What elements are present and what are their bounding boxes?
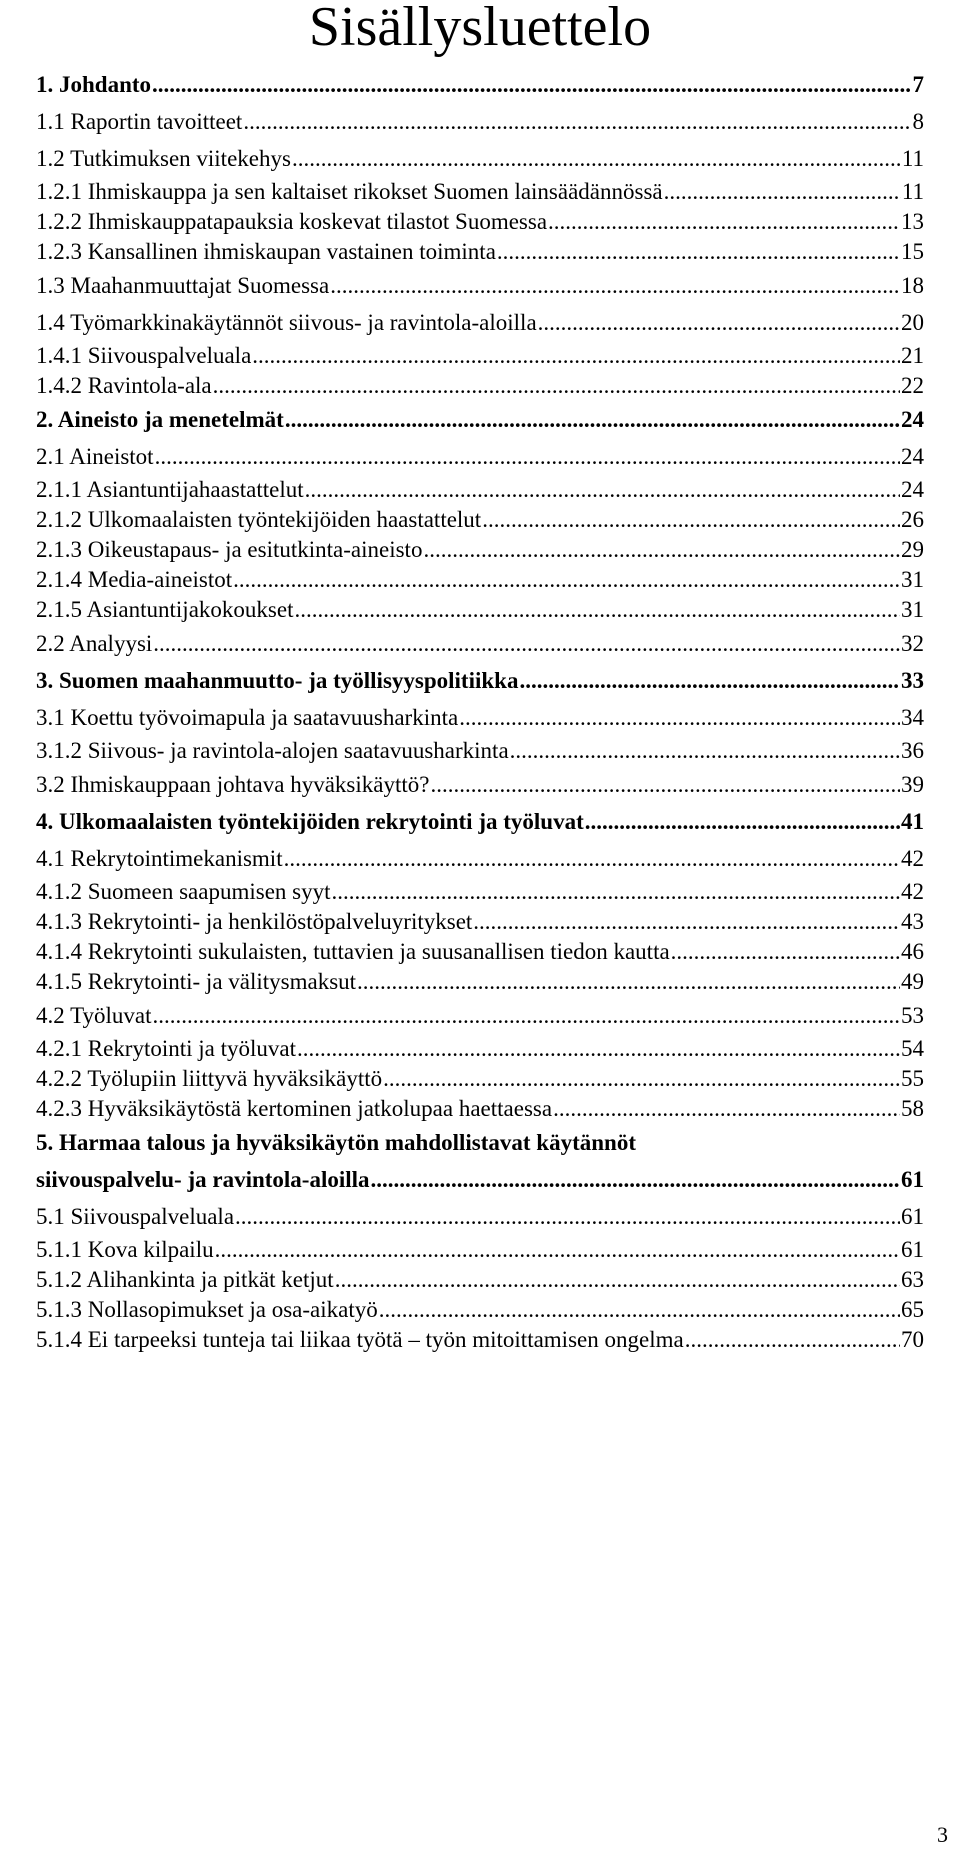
dot-leader bbox=[297, 1034, 900, 1064]
dot-leader bbox=[671, 937, 900, 967]
toc-entry[interactable] bbox=[36, 699, 924, 736]
toc-entry-page: 31 bbox=[901, 567, 924, 592]
toc-entry[interactable] bbox=[36, 1265, 924, 1295]
toc-entry-title: 2.2 Analyysi bbox=[36, 631, 153, 656]
toc-entry-title: 4.2.1 Rekrytointi ja työluvat bbox=[36, 1036, 296, 1061]
dot-leader bbox=[213, 371, 900, 401]
toc-entry-title: 4.2.3 Hyväksikäytöstä kertominen jatkolupaa haettaessa bbox=[36, 1096, 553, 1121]
toc-entry-page: 32 bbox=[901, 631, 924, 656]
toc-entry[interactable] bbox=[36, 140, 924, 177]
table-of-contents bbox=[36, 66, 924, 1355]
toc-entry[interactable] bbox=[36, 438, 924, 475]
toc-entry-title: 1.3 Maahanmuuttajat Suomessa bbox=[36, 273, 330, 298]
toc-entry[interactable] bbox=[36, 877, 924, 907]
toc-entry-page: 70 bbox=[901, 1327, 924, 1352]
toc-entry-page: 39 bbox=[901, 772, 924, 797]
dot-leader bbox=[371, 1161, 900, 1198]
toc-entry[interactable] bbox=[36, 595, 924, 625]
toc-entry[interactable] bbox=[36, 997, 924, 1034]
dot-leader bbox=[285, 401, 900, 438]
dot-leader bbox=[153, 625, 900, 662]
toc-entry-title: 3. Suomen maahanmuutto- ja työllisyyspolitiikka bbox=[36, 668, 519, 693]
toc-entry-page: 63 bbox=[901, 1267, 924, 1292]
toc-entry[interactable] bbox=[36, 371, 924, 401]
toc-entry-title: 2.1.4 Media-aineistot bbox=[36, 567, 233, 592]
toc-entry-title: 2.1.2 Ulkomaalaisten työntekijöiden haastattelut bbox=[36, 507, 482, 532]
dot-leader bbox=[153, 997, 900, 1034]
toc-entry-title: 1.1 Raportin tavoitteet bbox=[36, 109, 243, 134]
toc-entry-title: 1.2.2 Ihmiskauppatapauksia koskevat tilastot Suomessa bbox=[36, 209, 548, 234]
toc-entry-page: 22 bbox=[901, 373, 924, 398]
toc-entry-title: 5.1.3 Nollasopimukset ja osa-aikatyö bbox=[36, 1297, 378, 1322]
dot-leader bbox=[152, 66, 911, 103]
dot-leader bbox=[332, 877, 901, 907]
dot-leader bbox=[335, 1265, 900, 1295]
dot-leader bbox=[423, 535, 900, 565]
toc-entry[interactable] bbox=[36, 1295, 924, 1325]
toc-entry[interactable] bbox=[36, 662, 924, 699]
toc-entry[interactable] bbox=[36, 625, 924, 662]
dot-leader bbox=[292, 140, 901, 177]
toc-entry-title: 3.2 Ihmiskauppaan johtava hyväksikäyttö? bbox=[36, 772, 430, 797]
dot-leader bbox=[305, 475, 900, 505]
dot-leader bbox=[664, 177, 901, 207]
dot-leader bbox=[215, 1235, 900, 1265]
dot-leader bbox=[155, 438, 900, 475]
toc-entry-page: 8 bbox=[912, 109, 924, 134]
toc-entry[interactable] bbox=[36, 766, 924, 803]
toc-entry-page: 42 bbox=[901, 846, 924, 871]
toc-entry[interactable] bbox=[36, 341, 924, 371]
dot-leader bbox=[497, 237, 900, 267]
toc-entry[interactable] bbox=[36, 505, 924, 535]
toc-entry[interactable] bbox=[36, 1198, 924, 1235]
toc-entry[interactable] bbox=[36, 103, 924, 140]
toc-entry-title: 1.2.1 Ihmiskauppa ja sen kaltaiset rikokset Suomen lainsäädännössä bbox=[36, 179, 663, 204]
toc-entry[interactable] bbox=[36, 1325, 924, 1355]
toc-entry-page: 34 bbox=[901, 705, 924, 730]
dot-leader bbox=[284, 840, 900, 877]
toc-entry-page: 36 bbox=[901, 738, 924, 763]
toc-entry-title: 1.4.1 Siivouspalveluala bbox=[36, 343, 252, 368]
dot-leader bbox=[430, 766, 900, 803]
toc-entry-page: 41 bbox=[901, 809, 924, 834]
dot-leader bbox=[473, 907, 900, 937]
toc-entry-title-cont: siivouspalvelu- ja ravintola-aloilla bbox=[36, 1167, 370, 1192]
dot-leader bbox=[233, 565, 900, 595]
toc-entry[interactable] bbox=[36, 177, 924, 207]
toc-entry-page: 55 bbox=[901, 1066, 924, 1091]
toc-entry-page: 61 bbox=[901, 1204, 924, 1229]
toc-entry[interactable] bbox=[36, 803, 924, 840]
toc-entry[interactable] bbox=[36, 967, 924, 997]
toc-entry-title: 1.2 Tutkimuksen viitekehys bbox=[36, 146, 291, 171]
dot-leader bbox=[243, 103, 911, 140]
toc-entry-line2 bbox=[36, 1161, 924, 1198]
toc-entry[interactable] bbox=[36, 907, 924, 937]
toc-entry-title: 4.1.3 Rekrytointi- ja henkilöstöpalveluyritykset bbox=[36, 909, 473, 934]
toc-entry[interactable] bbox=[36, 401, 924, 438]
toc-entry-page: 42 bbox=[901, 879, 924, 904]
toc-entry-chapter-5[interactable] bbox=[36, 1124, 924, 1198]
page-number: 3 bbox=[937, 1822, 948, 1847]
toc-entry-page: 31 bbox=[901, 597, 924, 622]
toc-entry[interactable] bbox=[36, 1235, 924, 1265]
toc-entry-page: 33 bbox=[901, 668, 924, 693]
dot-leader bbox=[510, 736, 900, 766]
toc-entry-title: 5.1.2 Alihankinta ja pitkät ketjut bbox=[36, 1267, 334, 1292]
toc-entry-title: 2.1.3 Oikeustapaus- ja esitutkinta-aineisto bbox=[36, 537, 423, 562]
toc-entry[interactable] bbox=[36, 840, 924, 877]
toc-entry-page: 11 bbox=[901, 146, 924, 171]
page-title: Sisällysluettelo bbox=[308, 0, 652, 58]
toc-entry-title: 1.4.2 Ravintola-ala bbox=[36, 373, 212, 398]
toc-entry-title: 4.1.2 Suomeen saapumisen syyt bbox=[36, 879, 331, 904]
toc-entry-page: 24 bbox=[901, 407, 924, 432]
dot-leader bbox=[685, 1325, 900, 1355]
toc-entry-title: 1.2.3 Kansallinen ihmiskaupan vastainen toiminta bbox=[36, 239, 496, 264]
toc-entry-page: 11 bbox=[901, 179, 924, 204]
toc-entry-title: 5.1 Siivouspalveluala bbox=[36, 1204, 235, 1229]
dot-leader bbox=[585, 803, 900, 840]
dot-leader bbox=[538, 304, 900, 341]
dot-leader bbox=[379, 1295, 900, 1325]
toc-entry[interactable] bbox=[36, 565, 924, 595]
toc-entry-title: 1.4 Työmarkkinakäytännöt siivous- ja ravintola-aloilla bbox=[36, 310, 537, 335]
dot-leader bbox=[482, 505, 900, 535]
toc-entry-page: 53 bbox=[901, 1003, 924, 1028]
dot-leader bbox=[519, 662, 900, 699]
toc-entry-title: 4.1.5 Rekrytointi- ja välitysmaksut bbox=[36, 969, 357, 994]
toc-entry-title: 5. Harmaa talous ja hyväksikäytön mahdollistavat käytännöt bbox=[36, 1130, 636, 1155]
dot-leader bbox=[294, 595, 900, 625]
toc-entry[interactable] bbox=[36, 937, 924, 967]
toc-entry-title: 2.1.5 Asiantuntijakokoukset bbox=[36, 597, 294, 622]
toc-entry-page: 21 bbox=[901, 343, 924, 368]
toc-entry-page: 13 bbox=[901, 209, 924, 234]
toc-entry-title: 1. Johdanto bbox=[36, 72, 152, 97]
toc-entry-page: 18 bbox=[901, 273, 924, 298]
toc-entry-page: 54 bbox=[901, 1036, 924, 1061]
dot-leader bbox=[548, 207, 900, 237]
toc-entry-page: 46 bbox=[901, 939, 924, 964]
toc-entry-page: 58 bbox=[901, 1096, 924, 1121]
dot-leader bbox=[252, 341, 900, 371]
toc-entry-title: 5.1.1 Kova kilpailu bbox=[36, 1237, 214, 1262]
toc-entry[interactable] bbox=[36, 736, 924, 766]
dot-leader bbox=[235, 1198, 900, 1235]
toc-entry-page: 15 bbox=[901, 239, 924, 264]
toc-entry-title: 4.1 Rekrytointimekanismit bbox=[36, 846, 283, 871]
toc-entry[interactable] bbox=[36, 475, 924, 505]
toc-entry[interactable] bbox=[36, 535, 924, 565]
toc-entry-page: 61 bbox=[901, 1237, 924, 1262]
toc-entry[interactable] bbox=[36, 1094, 924, 1124]
toc-entry-title: 2.1 Aineistot bbox=[36, 444, 154, 469]
toc-entry-page: 20 bbox=[901, 310, 924, 335]
toc-entry[interactable] bbox=[36, 267, 924, 304]
toc-entry-page: 24 bbox=[901, 477, 924, 502]
toc-entry-title: 2.1.1 Asiantuntijahaastattelut bbox=[36, 477, 304, 502]
toc-entry[interactable] bbox=[36, 304, 924, 341]
toc-entry-page: 43 bbox=[901, 909, 924, 934]
toc-entry-page: 61 bbox=[901, 1167, 924, 1192]
toc-entry[interactable] bbox=[36, 207, 924, 237]
toc-entry-page: 26 bbox=[901, 507, 924, 532]
dot-leader bbox=[357, 967, 900, 997]
dot-leader bbox=[330, 267, 900, 304]
toc-entry-page: 65 bbox=[901, 1297, 924, 1322]
dot-leader bbox=[553, 1094, 900, 1124]
toc-entry-title: 4. Ulkomaalaisten työntekijöiden rekrytointi ja työluvat bbox=[36, 809, 584, 834]
toc-entry-title: 4.2 Työluvat bbox=[36, 1003, 152, 1028]
toc-entry-title: 4.2.2 Työlupiin liittyvä hyväksikäyttö bbox=[36, 1066, 383, 1091]
toc-entry[interactable] bbox=[36, 237, 924, 267]
dot-leader bbox=[459, 699, 900, 736]
toc-entry-title: 2. Aineisto ja menetelmät bbox=[36, 407, 284, 432]
toc-entry-page: 24 bbox=[901, 444, 924, 469]
toc-entry[interactable] bbox=[36, 66, 924, 103]
toc-entry-title: 3.1.2 Siivous- ja ravintola-alojen saatavuusharkinta bbox=[36, 738, 509, 763]
toc-entry[interactable] bbox=[36, 1064, 924, 1094]
toc-entry-title: 3.1 Koettu työvoimapula ja saatavuusharkinta bbox=[36, 705, 459, 730]
toc-entry[interactable] bbox=[36, 1034, 924, 1064]
dot-leader bbox=[383, 1064, 900, 1094]
toc-entry-title: 5.1.4 Ei tarpeeksi tunteja tai liikaa työtä – työn mitoittamisen ongelma bbox=[36, 1327, 684, 1352]
toc-entry-title: 4.1.4 Rekrytointi sukulaisten, tuttavien ja suusanallisen tiedon kautta bbox=[36, 939, 670, 964]
toc-entry-page: 29 bbox=[901, 537, 924, 562]
toc-entry-page: 7 bbox=[912, 72, 924, 97]
toc-entry-page: 49 bbox=[901, 969, 924, 994]
